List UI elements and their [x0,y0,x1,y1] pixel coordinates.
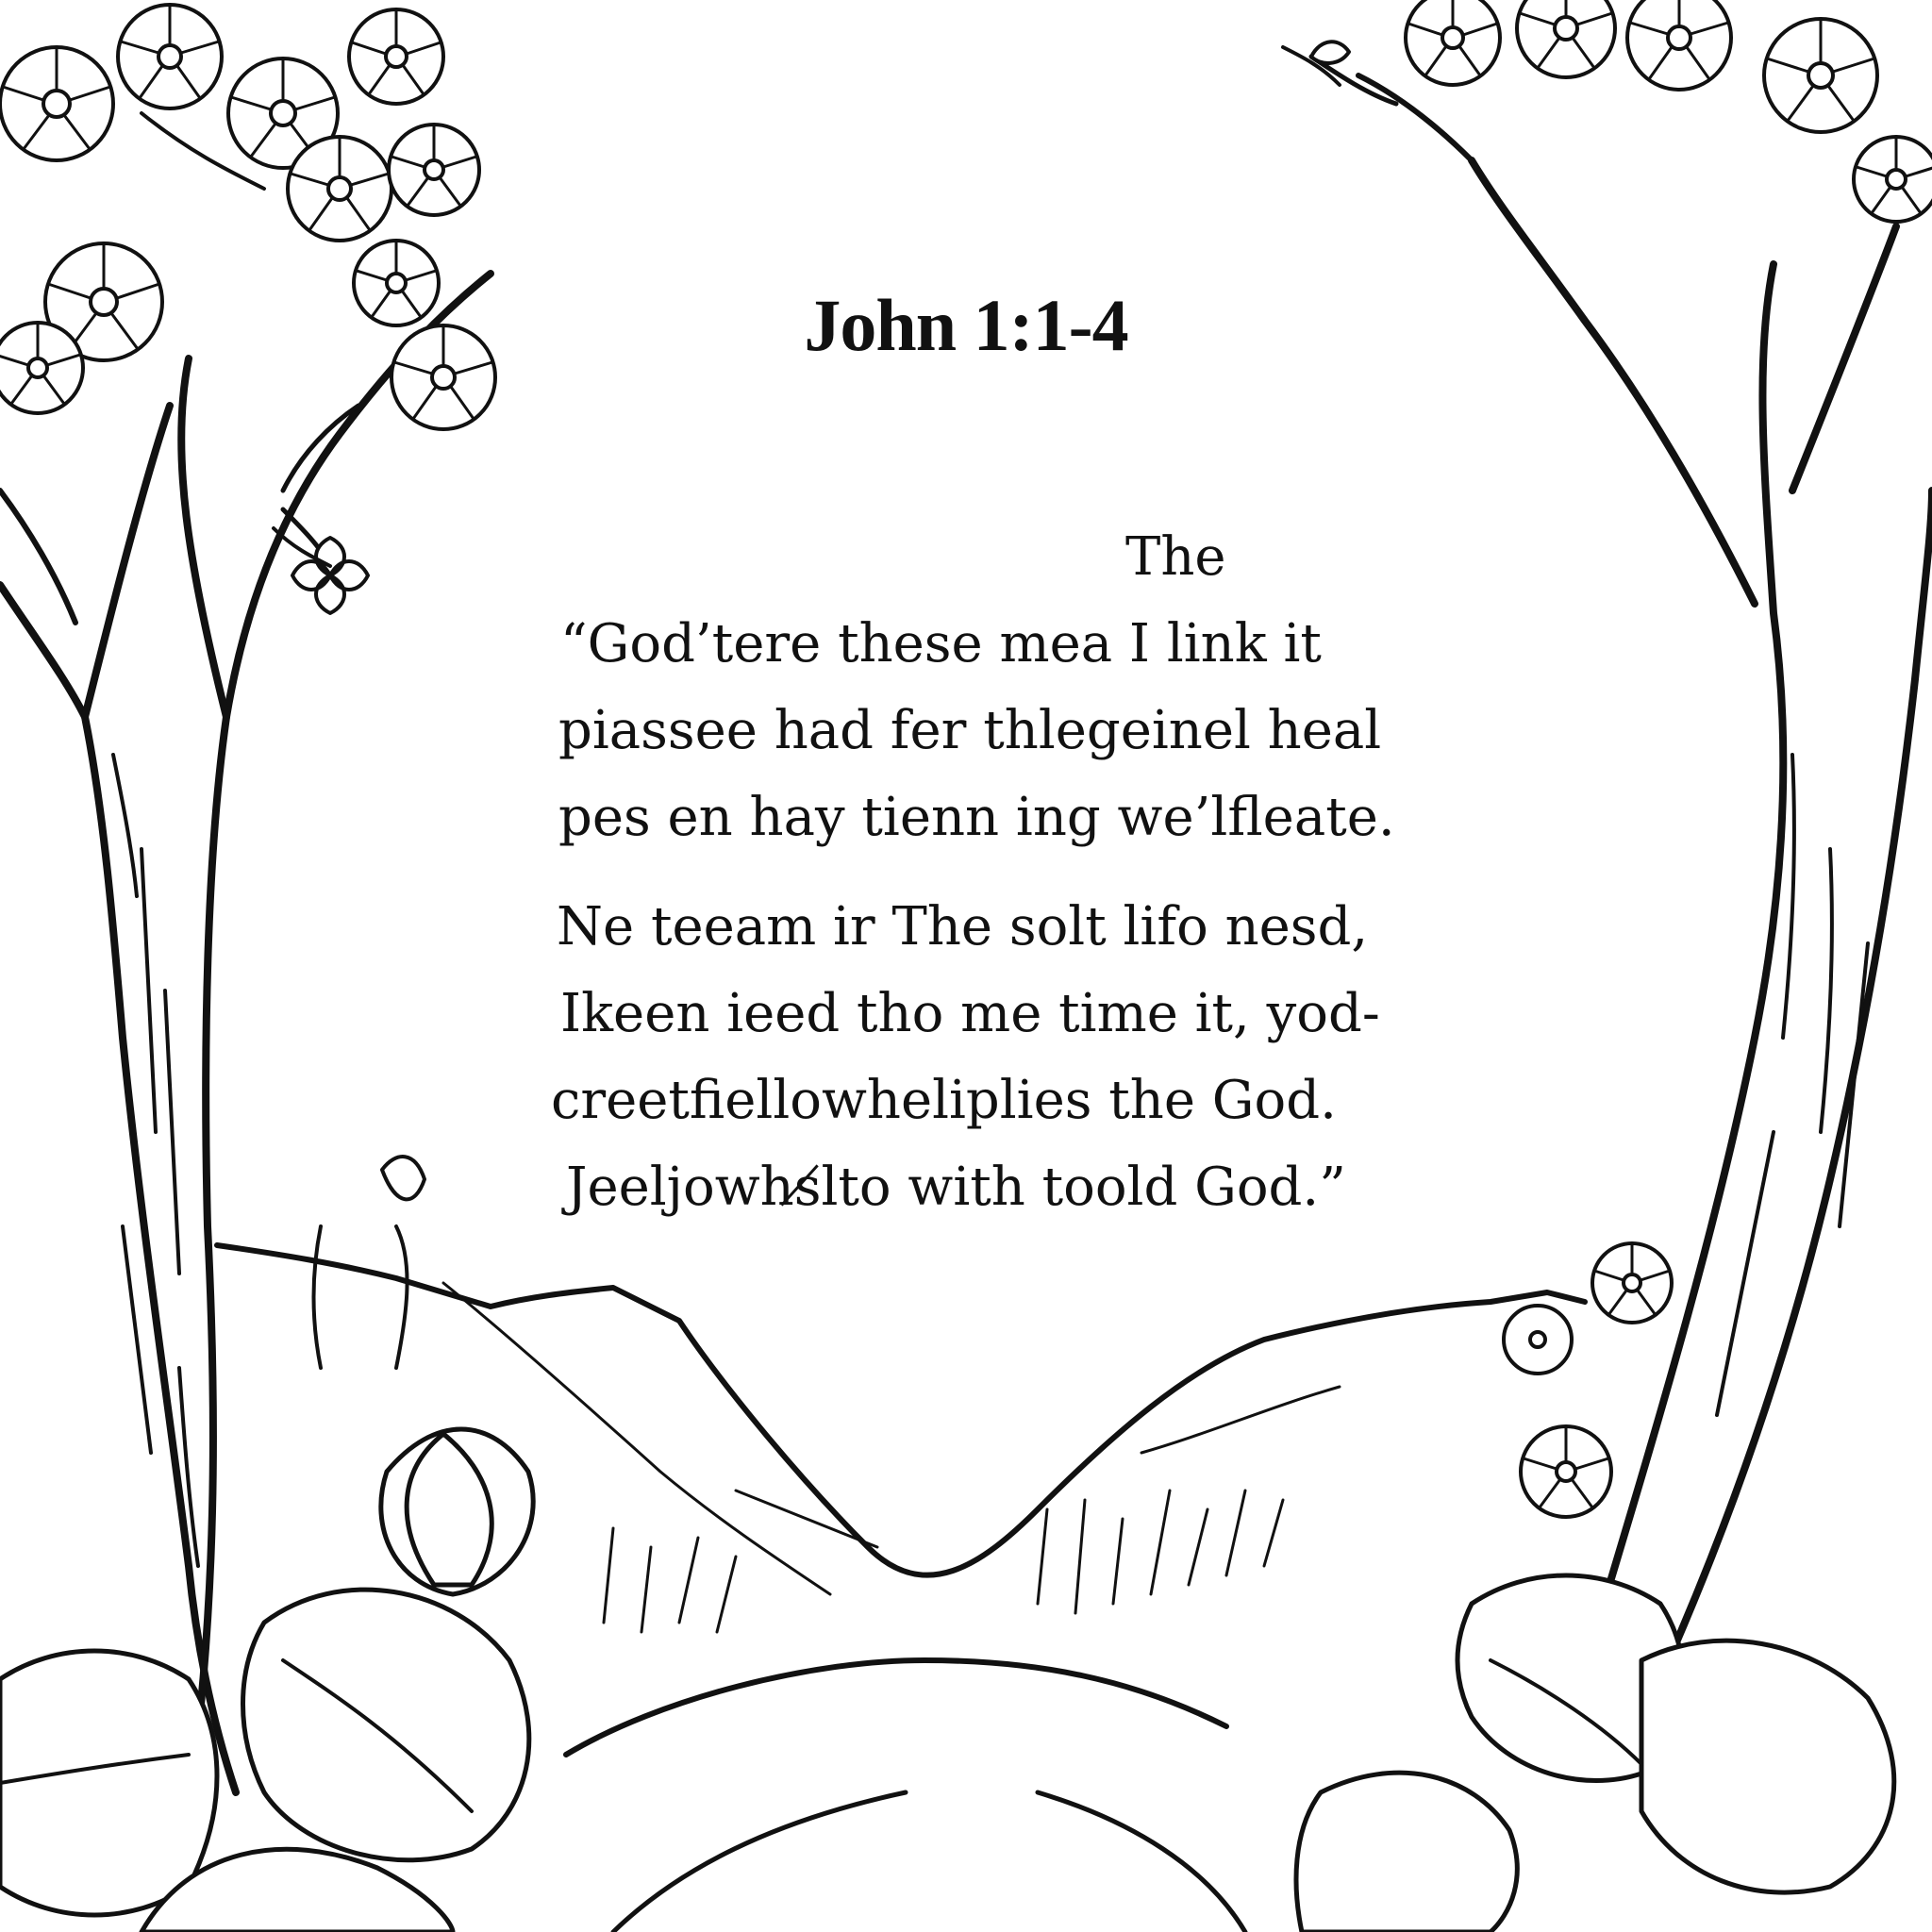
foreground-leaves-and-flowers [0,1157,1894,1932]
winding-path [566,1660,1245,1932]
verse-text-block [547,514,1491,1231]
verse-line: Ne teeam ir The solt lifo nesd, [557,896,1369,958]
verse-line: pes en hay tienn ing we’lfleate. [558,787,1395,848]
verse-line: piassee had fer thlegeinel heal [558,700,1382,761]
verse-reference-heading: John 1:1-4 [804,284,1128,366]
verse-line: Jeeljowhs̸lto with toold God.” [566,1157,1346,1218]
right-blossom-canopy [1283,0,1932,222]
verse-line: The [1125,526,1226,588]
verse-line: creetfiellowheliplies the God. [551,1070,1337,1131]
verse-line: Ikeen ieed tho me time it, yod- [560,983,1380,1044]
verse-line: “God’tere these mea I link it [560,613,1322,675]
